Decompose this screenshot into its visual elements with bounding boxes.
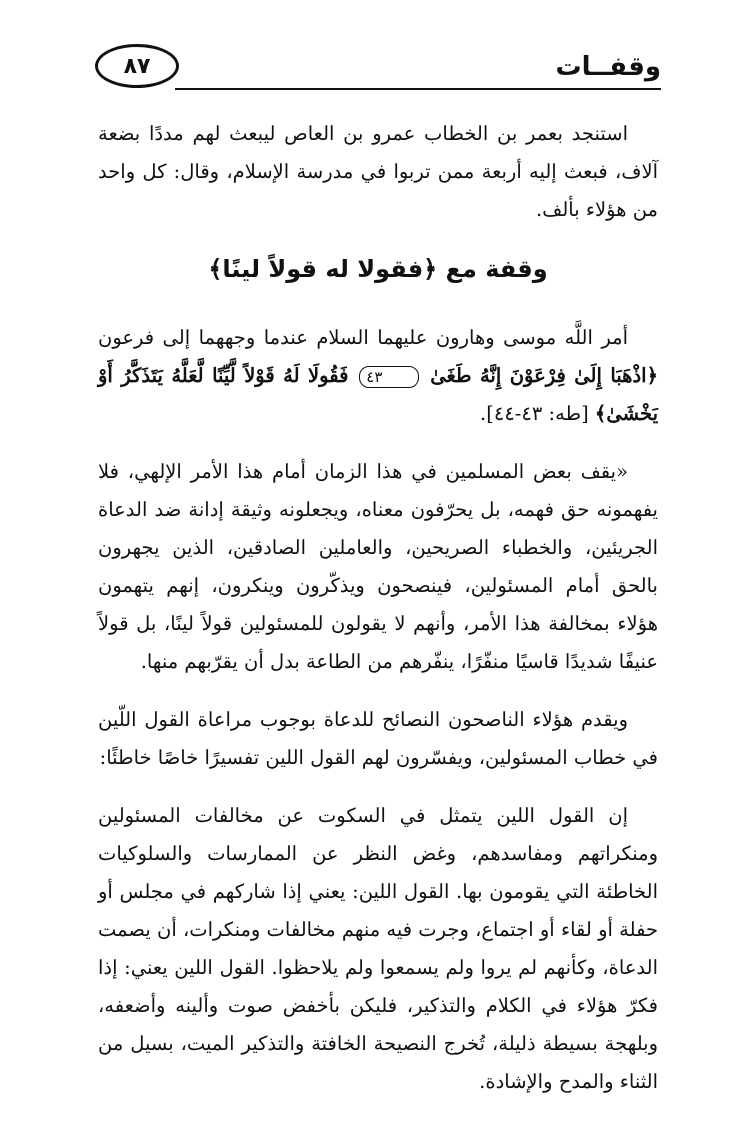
- paragraph-2-intro: أمر اللَّه موسى وهارون عليهما السلام عندما وجههما إلى فرعون: [98, 326, 628, 349]
- running-title: وقفــات: [555, 52, 661, 82]
- section-heading: وقفة مع ﴿فقولا له قولاً لينًا﴾: [208, 255, 548, 283]
- ayah-number-mark: ٤٣: [359, 366, 419, 388]
- paragraph-1: استنجد بعمر بن الخطاب عمرو بن العاص ليبعث لهم مددًا بضعة آلاف، فبعث إليه أربعة ممن تربوا في مدرسة الإسلام، وقال: كل واحد من هؤلاء بألف.: [98, 122, 658, 221]
- paragraph-5: إن القول اللين يتمثل في السكوت عن مخالفات المسئولين ومنكراتهم ومفاسدهم، وغض النظر عن الممارسات والسلوكيات الخاطئة التي يقومون بها. القول اللين: يعني إذا شاركهم في مجلس أو حفلة أو لقاء أو اجتماع، وجرت فيه منهم مخالفات ومنكرات، أن يصمت الدعاة، وكأنهم لم يروا ولم يسمعوا ولم يلاحظوا. القول اللين يعني: إذا فكرّ هؤلاء في الكلام والتذكير، فليكن بأخفض صوت وألينه وأضعفه، وبلهجة بسيطة ذليلة، تُخرج النصيحة الخافتة والتذكير الميت، بسيل من الثناء والمدح والإشادة.: [98, 804, 658, 1093]
- verse-reference: [طه: ٤٣-٤٤].: [480, 402, 589, 425]
- paragraph-4: ويقدم هؤلاء الناصحون النصائح للدعاة بوجوب مراعاة القول اللّين في خطاب المسئولين، ويفسّرون لهم القول اللين تفسيرًا خاصًا خاطئًا:: [98, 708, 658, 769]
- page-body: [98, 115, 658, 1121]
- page-number: ٨٧: [95, 44, 179, 88]
- page-header: [95, 40, 661, 96]
- header-rule: [175, 88, 661, 90]
- paragraph-3: «يقف بعض المسلمين في هذا الزمان أمام هذا الأمر الإلهي، فلا يفهمونه حق فهمه، بل يحرّفون معناه، ويجعلونه وثيقة إدانة ضد الدعاة الجريئين، والخطباء الصريحين، والعاملين الصادقين، الذين يجهرون بالحق أمام المسئولين، فينصحون ويذكّرون وينكرون، إنهم يتهمون هؤلاء بمخالفة هذا الأمر، وأنهم لا يقولون للمسئولين قولاً لينًا، بل قولاً عنيفًا شديدًا قاسيًا منفّرًا، ينفّرهم من الطاعة بدل أن يقرّبهم منها.: [98, 460, 658, 673]
- paragraph-2: [98, 319, 658, 433]
- quran-verse-part-2: فَقُولَا لَهُ قَوْلاً لَّيِّنًا لَّعَلَّهُ يَتَذَكَّرُ أَوْ يَخْشَىٰ﴾: [98, 364, 658, 425]
- quran-verse-part-1: ﴿اذْهَبَا إِلَىٰ فِرْعَوْنَ إِنَّهُ طَغَىٰ: [430, 364, 658, 387]
